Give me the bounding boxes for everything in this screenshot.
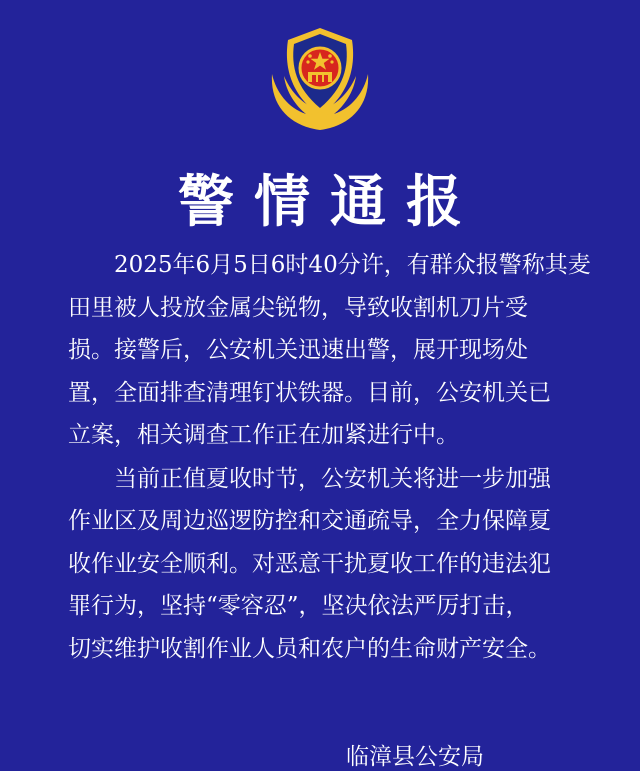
text-line: 作业区及周边巡逻防控和交通疏导，全力保障夏: [68, 508, 551, 534]
text-line: 损。接警后，公安机关迅速出警，展开现场处: [68, 337, 528, 363]
paragraph-2: [68, 458, 573, 671]
text-line: 2025年6月5日6时40分许，有群众报警称其麦: [114, 252, 591, 278]
text-line: 立案，相关调查工作正在加紧进行中。: [68, 422, 459, 448]
text-line: 切实维护收割作业人员和农户的生命财产安全。: [68, 635, 551, 662]
text-line: 当前正值夏收时节，公安机关将进一步加强: [114, 465, 551, 492]
paragraph-1: [68, 244, 591, 457]
issuer-signature: 临漳县公安局: [346, 744, 484, 770]
text-line: 田里被人投放金属尖锐物，导致收割机刀片受: [68, 294, 528, 321]
text-line: 罪行为，坚持“零容忍”，坚决依法严厉打击，: [68, 593, 529, 619]
notice-body: [68, 244, 591, 671]
text-line: 收作业安全顺利。对恶意干扰夏收工作的违法犯: [68, 550, 551, 577]
text-line: 置，全面排查清理钉状铁器。目前，公安机关已: [68, 379, 551, 406]
police-badge-icon: [266, 22, 374, 134]
page-title: 警情通报: [178, 169, 482, 235]
